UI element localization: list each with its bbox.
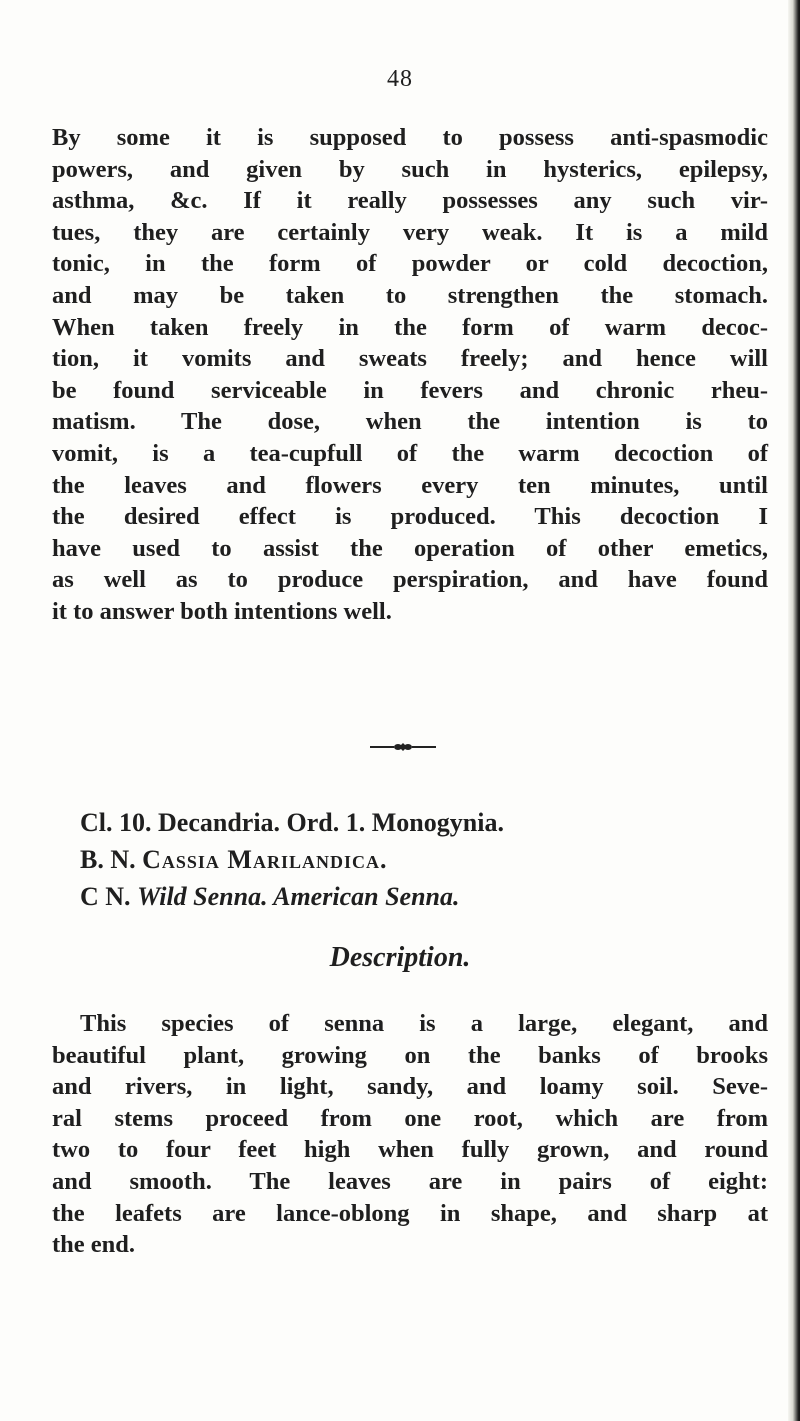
botanical-name-label: B. N. xyxy=(80,845,136,874)
text-line: have used to assist the operation of other emetics, xyxy=(52,534,768,562)
text-line: two to four feet high when fully grown, and round xyxy=(52,1136,768,1164)
page-edge-shadow xyxy=(788,0,800,1421)
text-line: asthma, &c. If it really possesses any such vir- xyxy=(52,187,768,215)
text-line: This species of senna is a large, elegant, and xyxy=(80,1010,768,1037)
text-line: tion, it vomits and sweats freely; and hence will xyxy=(52,345,768,373)
text-line: and may be taken to strengthen the stomach. xyxy=(52,281,768,309)
text-line: the leaves and flowers every ten minutes, until xyxy=(52,471,768,499)
paragraph-medicinal-uses xyxy=(52,122,768,628)
text-line: When taken freely in the form of warm decoc- xyxy=(52,313,768,341)
text-line: matism. The dose, when the intention is to xyxy=(52,408,768,436)
linnaean-classification: Cl. 10. Decandria. Ord. 1. Monogynia. xyxy=(80,808,504,837)
botanical-name: Cassia Marilandica. xyxy=(142,845,388,874)
text-line: and smooth. The leaves are in pairs of eight: xyxy=(52,1167,768,1195)
text-line: vomit, is a tea-cupfull of the warm decoction of xyxy=(52,439,768,467)
section-divider-ornament xyxy=(368,742,438,752)
botanical-name-line xyxy=(80,845,770,875)
common-name-label: C N. xyxy=(80,882,131,911)
text-line: By some it is supposed to possess anti-spasmodic xyxy=(52,124,768,151)
text-line: tues, they are certainly very weak. It is a mild xyxy=(52,218,768,246)
common-name: Wild Senna. American Senna. xyxy=(137,882,460,911)
page-number: 48 xyxy=(387,66,413,92)
text-line: ral stems proceed from one root, which are from xyxy=(52,1104,768,1132)
text-line: as well as to produce perspiration, and have found xyxy=(52,566,768,594)
text-line: be found serviceable in fevers and chronic rheu- xyxy=(52,376,768,404)
section-heading-description: Description. xyxy=(329,942,471,973)
text-line: the desired effect is produced. This decoction I xyxy=(52,503,768,531)
text-line: powers, and given by such in hysterics, epilepsy, xyxy=(52,155,768,183)
text-line: tonic, in the form of powder or cold decoction, xyxy=(52,250,768,278)
paragraph-description xyxy=(52,1008,768,1261)
text-line: beautiful plant, growing on the banks of brooks xyxy=(52,1041,768,1069)
text-line: it to answer both intentions well. xyxy=(52,597,392,625)
text-line: and rivers, in light, sandy, and loamy soil. Seve- xyxy=(52,1073,768,1101)
text-line: the leafets are lance-oblong in shape, and sharp at xyxy=(52,1199,768,1227)
common-name-line xyxy=(80,882,770,912)
text-line: the end. xyxy=(52,1231,136,1259)
